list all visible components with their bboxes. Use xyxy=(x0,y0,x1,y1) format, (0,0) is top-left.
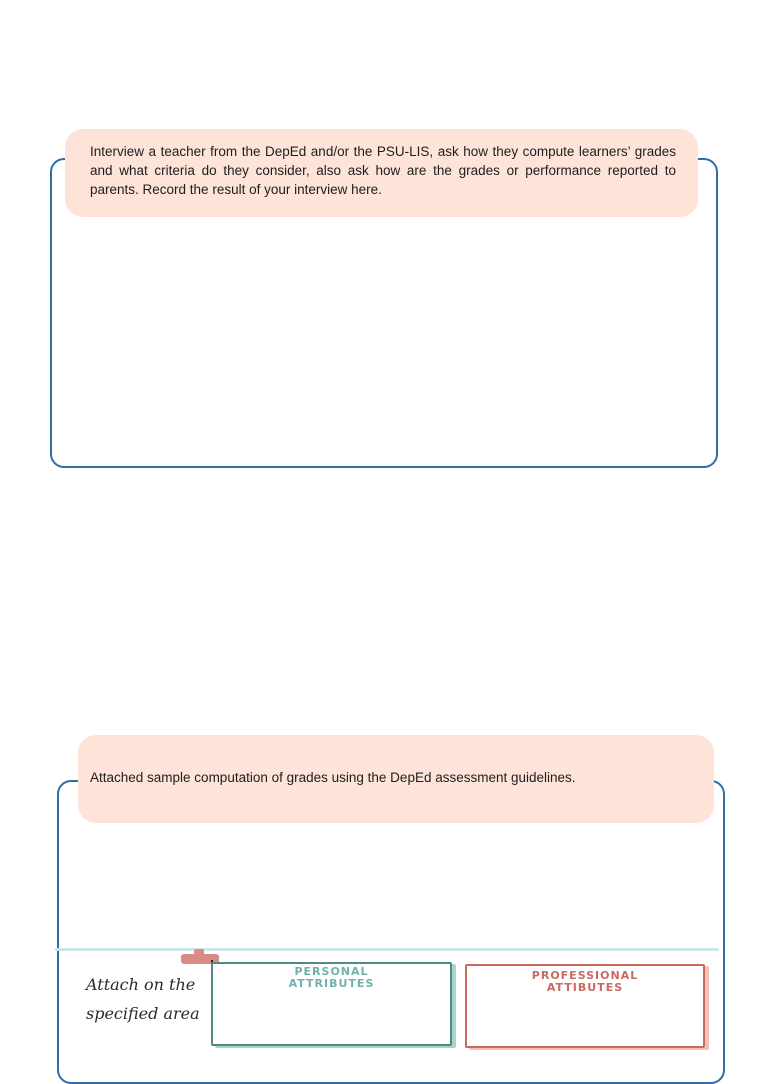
interview-instruction-text: Interview a teacher from the DepEd and/or the PSU-LIS, ask how they compute learners’ grades and what criteria do they consider, also ask how are the grades or performance reported to parents. Record the result of your interview here. xyxy=(90,144,676,197)
professional-attributes-title: PROFESSIONAL ATTIBUTES xyxy=(531,969,639,994)
card-top-edge xyxy=(55,948,719,951)
interview-instruction-callout xyxy=(65,129,698,217)
attach-note: Attach on the specified area xyxy=(86,975,200,1023)
personal-attributes-title: PERSONAL ATTRIBUTES xyxy=(288,965,375,990)
attachment-instruction-text: Attached sample computation of grades using the DepEd assessment guidelines. xyxy=(90,770,576,785)
attachment-instruction-callout xyxy=(78,735,714,823)
personal-attributes-box xyxy=(211,962,452,1046)
professional-attributes-box xyxy=(465,964,705,1048)
